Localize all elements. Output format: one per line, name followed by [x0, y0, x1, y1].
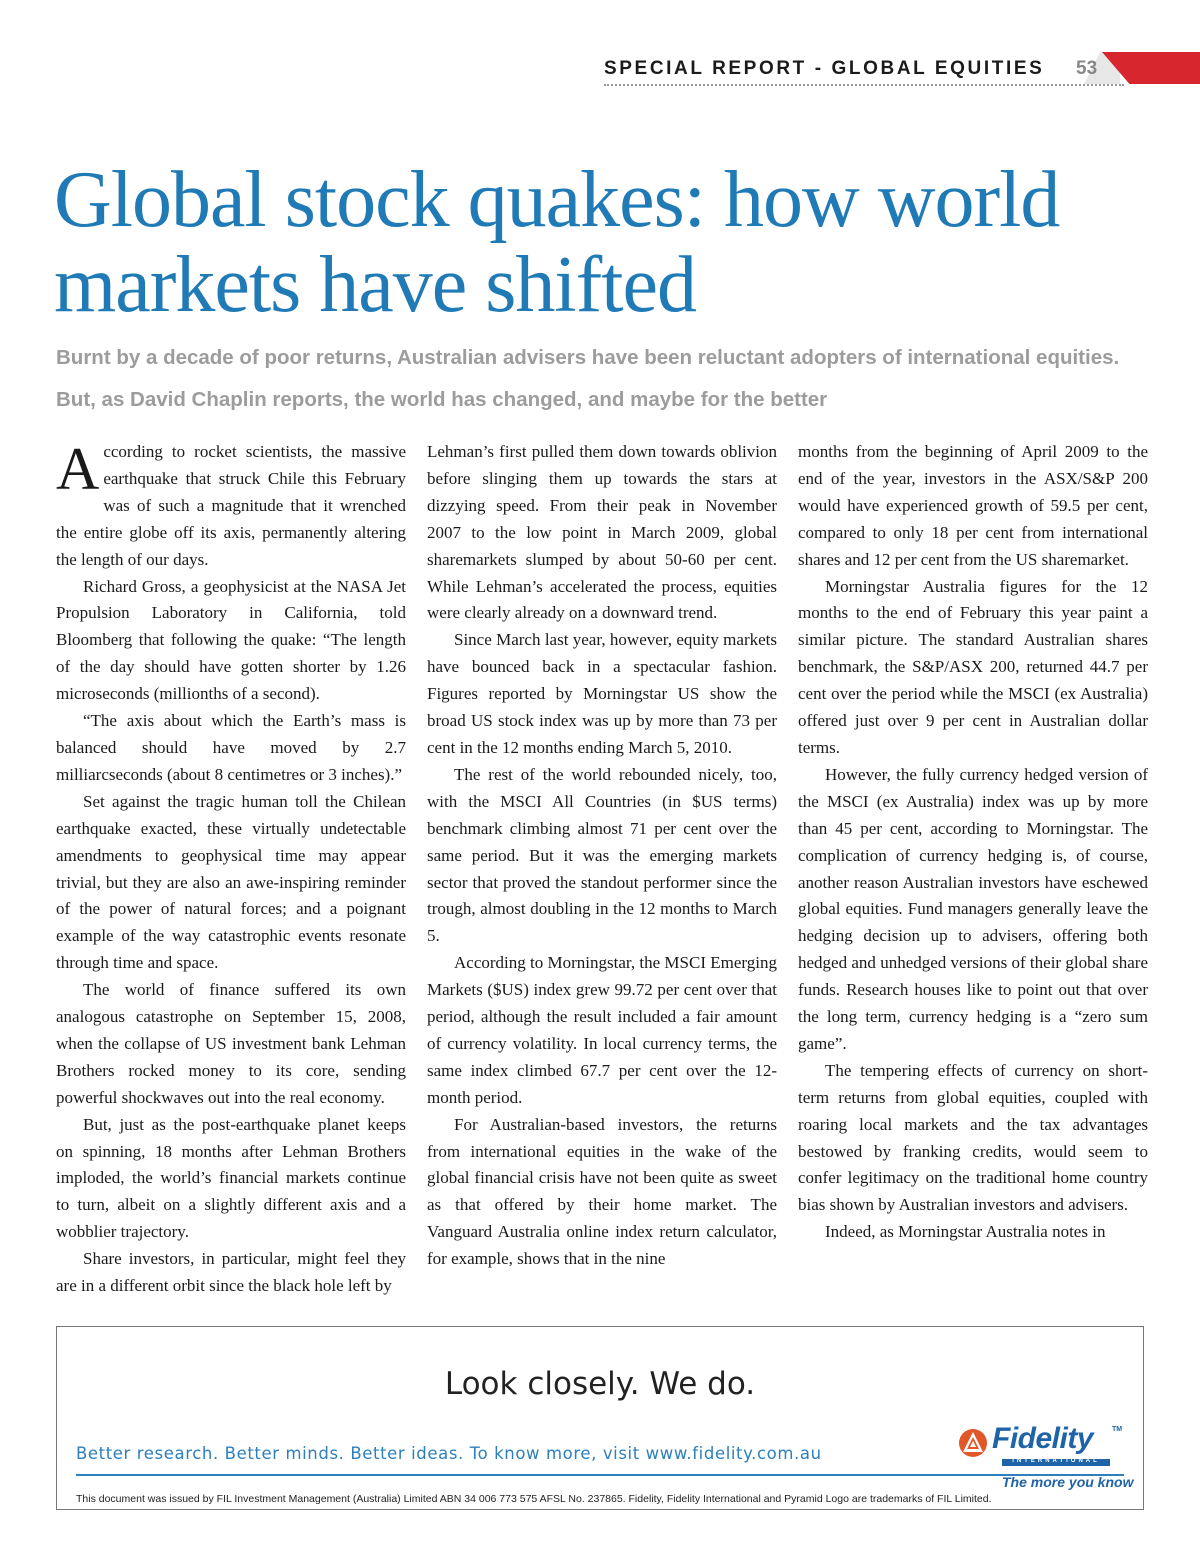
pyramid-logo-icon — [958, 1428, 988, 1458]
body-paragraph: The rest of the world rebounded nicely, too, with the MSCI All Countries (in $US terms) benchmark climbing almost 71 per cent over the same period. But it was the emerging markets sector that proved the standout performer since the trough, almost doubling in the 12 months to March 5. — [427, 764, 777, 946]
headline — [54, 158, 1154, 328]
body-paragraph — [56, 436, 406, 574]
advert-box — [56, 1326, 1144, 1510]
drop-cap: A — [56, 436, 100, 502]
body-paragraph: Share investors, in particular, might feel they are in a different orbit since the black hole left by — [56, 1249, 406, 1296]
logo-wordmark: Fidelity — [992, 1422, 1094, 1455]
logo-international-text: INTERNATIONAL — [1012, 1458, 1100, 1464]
headline-line-2: markets have shifted — [54, 241, 696, 329]
headline-line-1: Global stock quakes: how world — [54, 156, 1060, 244]
body-paragraph: The tempering effects of currency on short-term returns from global equities, coupled with roaring local markets and the tax advantages bestowed by franking credits, would seem to confer legitimacy on the traditional home country bias shown by Australian investors and advisers. — [798, 1060, 1148, 1215]
logo-trademark: TM — [1112, 1426, 1123, 1433]
advert-headline: Look closely. We do. — [444, 1366, 756, 1402]
body-paragraph: For Australian-based investors, the returns from international equities in the wake of the global financial crisis have not been quite as sweet as that offered by their home market. The Vanguard Australia online index return calculator, for example, shows that in the nine — [427, 1114, 777, 1269]
header-dotted-rule — [604, 84, 1124, 86]
body-paragraph: According to Morningstar, the MSCI Emerging Markets ($US) index grew 99.72 per cent over that period, although the result included a fair amount of currency volatility. In local currency terms, the same index climbed 67.7 per cent over the 12-month period. — [427, 953, 777, 1107]
body-paragraph: The world of finance suffered its own analogous catastrophe on September 15, 2008, when the collapse of US investment bank Lehman Brothers rocked money to its core, sending powerful shockwaves out into the real economy. — [56, 980, 406, 1107]
paragraph-text: ccording to rocket scientists, the massive earthquake that struck Chile this February was of such a magnitude that it wrenched the entire globe off its axis, permanently altering the length of our days. — [56, 442, 406, 569]
body-paragraph: But, just as the post-earthquake planet keeps on spinning, 18 months after Lehman Brothers imploded, the world’s financial markets continue to turn, albeit on a slightly different axis and a wobblier trajectory. — [56, 1114, 406, 1242]
fidelity-logo[interactable] — [958, 1422, 1128, 1460]
body-paragraph: “The axis about which the Earth’s mass is balanced should have moved by 2.7 milliarcseconds (about 8 centimetres or 3 inches).” — [56, 711, 406, 784]
body-paragraph: Lehman’s first pulled them down towards oblivion before slinging them up towards the stars at dizzying speed. From their peak in November 2007 to the low point in March 2009, global sharemarkets slumped by about 50-60 per cent. While Lehman’s accelerated the process, equities were clearly already on a downward trend. — [427, 442, 777, 623]
body-paragraph: However, the fully currency hedged version of the MSCI (ex Australia) index was up by more than 45 per cent, according to Morningstar. The complication of currency hedging is, of course, another reason Australian investors have eschewed global equities. Fund managers generally leave the hedging decision up to advisers, offering both hedged and unhedged versions of their global share funds. Research houses like to point out that over the long term, currency hedging is a “zero sum game”. — [798, 764, 1148, 1053]
body-paragraph: Richard Gross, a geophysicist at the NASA Jet Propulsion Laboratory in California, told Bloomberg that following the quake: “The length of the day should have gotten shorter by 1.26 microseconds (millionths of a second). — [56, 576, 406, 704]
advert-legal-text: This document was issued by FIL Investment Management (Australia) Limited ABN 34 006 773 575 AFSL No. 237865. Fidelity, Fidelity International and Pyramid Logo are trademarks of FIL Limited. — [76, 1493, 992, 1505]
body-column-2 — [427, 439, 777, 1273]
body-column-1 — [56, 436, 406, 1300]
advert-tagline-link[interactable]: Better research. Better minds. Better ideas. To know more, visit www.fidelity.com.au — [76, 1444, 822, 1463]
standfirst — [56, 337, 1166, 421]
body-paragraph: Since March last year, however, equity markets have bounced back in a spectacular fashion. Figures reported by Morningstar US show the broad US stock index was up by more than 73 per cent in the 12 months ending March 5, 2010. — [427, 630, 777, 757]
body-paragraph: months from the beginning of April 2009 to the end of the year, investors in the ASX/S&P 200 would have experienced growth of 59.5 per cent, compared to only 18 per cent from international shares and 12 per cent from the US sharemarket. — [798, 442, 1148, 569]
page-number: 53 — [1076, 58, 1098, 79]
body-column-3 — [798, 439, 1148, 1246]
body-paragraph: Morningstar Australia figures for the 12 months to the end of February this year paint a similar picture. The standard Australian shares benchmark, the S&P/ASX 200, returned 44.7 per cent over the period while the MSCI (ex Australia) offered just over 9 per cent in Australian dollar terms. — [798, 576, 1148, 757]
standfirst-line-1: Burnt by a decade of poor returns, Australian advisers have been reluctant adopters of international equities. — [56, 346, 1120, 369]
body-paragraph: Set against the tragic human toll the Chilean earthquake exacted, these virtually undetectable amendments to geophysical time may appear trivial, but they are also an awe-inspiring reminder of the power of natural forces; and a poignant example of the way catastrophic events resonate through time and space. — [56, 791, 406, 973]
section-label: SPECIAL REPORT - GLOBAL EQUITIES — [604, 58, 1045, 79]
logo-slogan: The more you know — [1002, 1474, 1134, 1490]
standfirst-line-2: But, as David Chaplin reports, the world has changed, and maybe for the better — [56, 388, 828, 411]
body-paragraph: Indeed, as Morningstar Australia notes in — [825, 1222, 1106, 1242]
logo-international-bar — [1002, 1459, 1110, 1466]
advert-rule — [76, 1474, 1124, 1476]
